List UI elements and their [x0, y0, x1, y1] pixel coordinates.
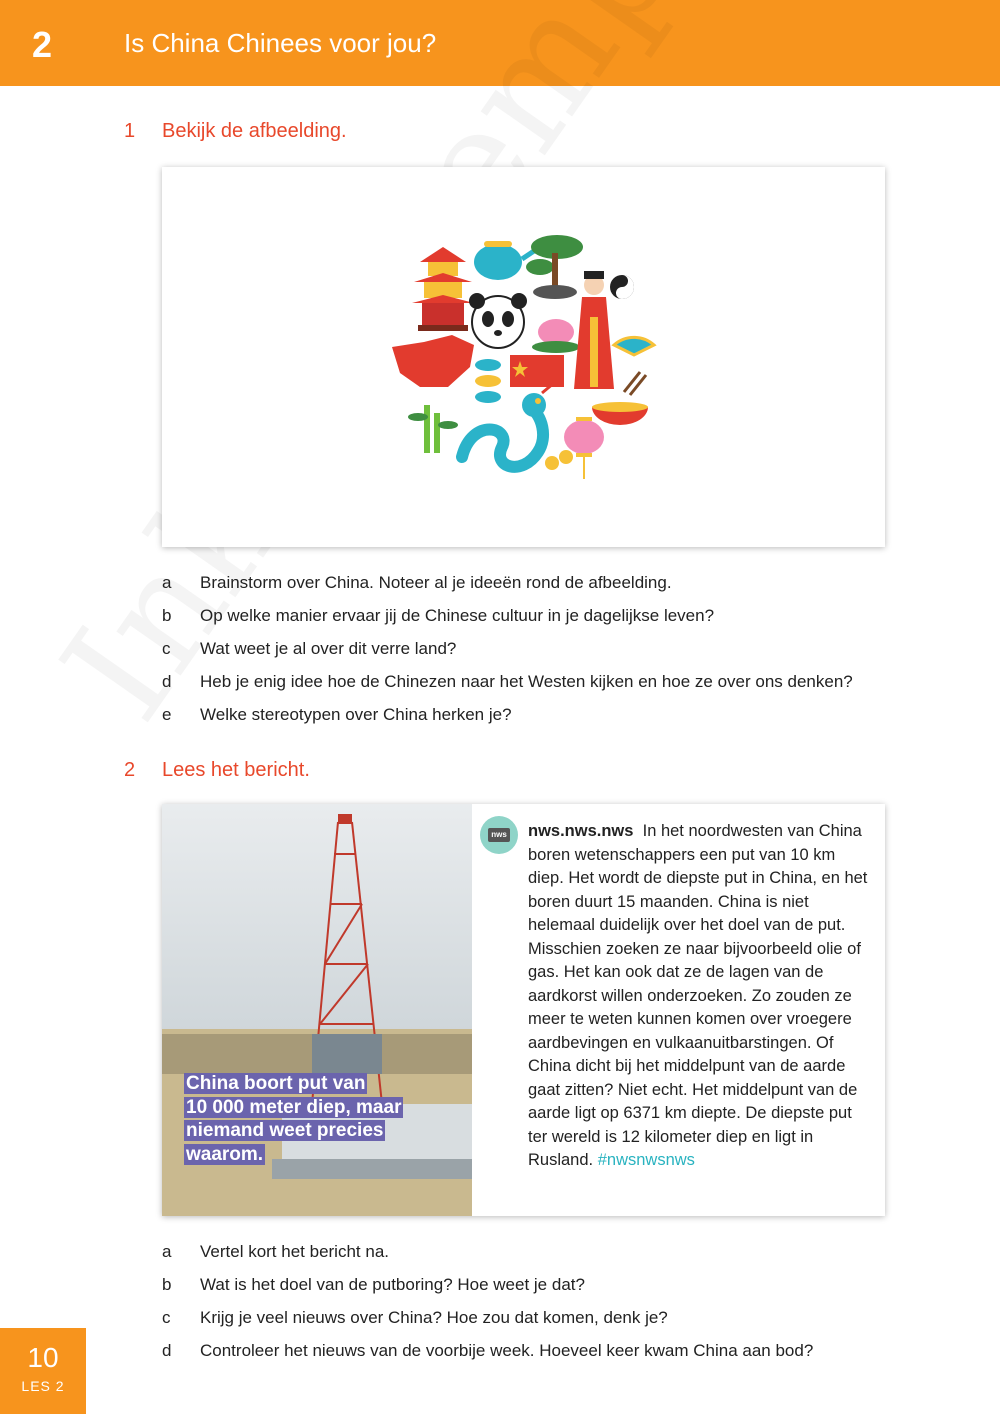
bamboo-icon [408, 405, 458, 453]
yin-yang-icon [610, 275, 634, 299]
lotus-icon [532, 319, 580, 353]
china-flag-icon [510, 355, 564, 387]
post-username: nws.nws.nws [528, 822, 634, 840]
avatar [480, 816, 518, 854]
china-map-icon [392, 335, 474, 387]
pagoda-icon [412, 247, 474, 331]
chapter-number: 2 [32, 24, 53, 65]
bowls-icon [475, 359, 501, 403]
post-body [528, 820, 868, 1173]
question-1-title: Bekijk de afbeelding. [162, 120, 347, 142]
lantern-icon [564, 417, 604, 479]
post-text: In het noordwesten van China boren wetenschappers een put van 10 km diep. Het wordt de diepste put in China, en het boren duurt 15 maanden. China is niet helemaal duidelijk over het doel van de put. Misschien zoeken ze naar bijvoorbeeld olie of gas. Het kan ook dat ze de lagen van de aardkorst willen onderzoeken. Zo zouden ze meer te weten kunnen komen over vroegere aardbevingen en vulkaanuitbarstingen. Of China dicht bij het middelpunt van de aarde gaat zitten? Niet echt. Het middelpunt van de aarde ligt op 6371 km diepte. De diepste put ter wereld is 12 kilometer diep en ligt in Rusland. [528, 822, 868, 1169]
noodle-bowl-icon [592, 402, 648, 425]
question-1-heading [124, 120, 524, 146]
china-culture-illustration [162, 167, 885, 547]
chapter-header [0, 0, 1000, 86]
question-2-heading [124, 759, 524, 785]
drilling-rig-photo [162, 804, 472, 1216]
chinese-woman-icon [574, 271, 614, 389]
question-2-number: 2 [124, 759, 136, 781]
question-2-title: Lees het bericht. [162, 759, 310, 781]
panda-icon [469, 293, 527, 348]
post-hashtag: #nwsnwsnws [597, 1151, 695, 1169]
news-post-card [162, 804, 885, 1216]
fan-icon [614, 337, 654, 355]
question-1-number: 1 [124, 120, 136, 142]
lesson-label: LES 2 [21, 1378, 65, 1394]
coins-icon [545, 450, 573, 470]
china-collage-image [162, 167, 885, 547]
page-number: 10 [27, 1342, 59, 1373]
chapter-title: Is China Chinees voor jou? [124, 28, 437, 58]
page-number-box [0, 1328, 86, 1414]
chopsticks-icon [624, 372, 646, 395]
nws-logo-icon: nws [488, 828, 510, 842]
post-image-caption: China boort put van 10 000 meter diep, maar niemand weet precies waarom. [186, 1073, 402, 1165]
bonsai-icon [526, 235, 583, 299]
teapot-icon [474, 241, 537, 280]
